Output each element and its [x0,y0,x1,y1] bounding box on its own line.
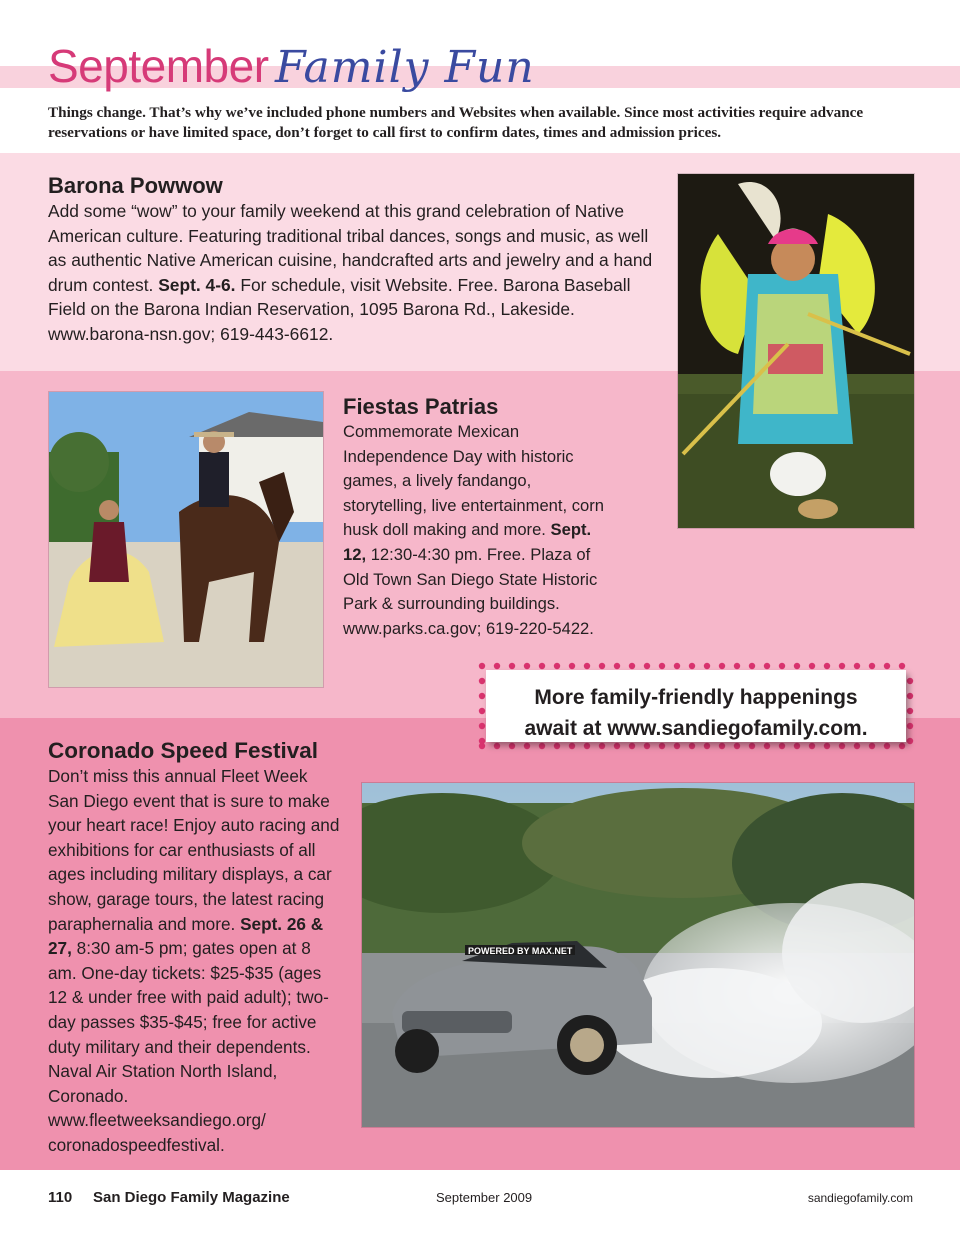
event-body-text: Don’t miss this annual Fleet Week San Diego event that is sure to make your heart race! Enjoy auto racing and exhibitions for car enthusiasts of all ages including military displays, a car show, garage tours, the latest racing paraphernalia and more. [48,766,340,934]
event-date: Sept. 4-6. [158,274,236,295]
website-callout [478,662,914,750]
event-body [48,764,340,1158]
footer-website[interactable]: sandiegofamily.com [807,1191,913,1205]
event-title: Barona Powwow [48,173,223,198]
event-date: Sept. 26 & 27, [48,913,324,959]
event-date: Sept. 12, [343,520,592,564]
event-title: Coronado Speed Festival [48,738,319,763]
callout-line-1: More family-friendly happenings [534,686,858,709]
drifting-car-photo [361,782,915,1128]
event-coronado [48,738,340,1158]
event-body-text: Add some “wow” to your family weekend at this grand celebration of Native American culture. Featuring traditional tribal dances, songs and music, as well as authentic Native American cuisine, handcrafted arts and jewelry and a hand drum contest. [48,201,653,295]
footer-page-number: 110 [48,1189,73,1206]
event-title: Fiestas Patrias [343,394,499,419]
powwow-dancer-photo [677,173,915,529]
event-body [48,199,658,347]
event-body-text: 8:30 am-5 pm; gates open at 8 am. One-day tickets: $25-$35 (ages 12 & under free with paid adult); two-day passes $35-$45; free for active duty military and their dependents. Naval Air Station North Island, Coronado. www.fleetweeksandiego.org/ coronadospeedfestival. [48,938,329,1155]
callout-line-2[interactable]: await at www.sandiegofamily.com. [524,717,868,740]
fiestas-horse-photo [48,391,324,688]
event-body-text: Commemorate Mexican Independence Day with historic games, a lively fandango, storytelling, live entertainment, corn husk doll making and more. [343,422,605,540]
callout-text [486,682,906,744]
event-body-text: 12:30-4:30 pm. Free. Plaza of Old Town San Diego State Historic Park & surrounding buildings. www.parks.ca.gov; 619-220-5422. [343,544,598,638]
event-fiestas [343,394,613,641]
callout-panel [486,670,906,742]
intro-text: Things change. That’s why we’ve included phone numbers and Websites when available. Since most activities require advance reservations or have limited space, don’t forget to call first to confirm dates, times and admission prices. [48,104,864,141]
footer-date: September 2009 [436,1190,533,1205]
page-title-script: Family Fun [275,42,535,93]
page-title-main: September [48,40,269,92]
event-barona [48,173,658,347]
event-body-text: For schedule, visit Website. Free. Barona Baseball Field on the Barona Indian Reservation, 1095 Barona Rd., Lakeside. www.barona-nsn.gov; 619-443-6612. [48,274,631,344]
event-body [343,420,613,641]
car-windshield-banner: POWERED BY MAX.NET [468,946,573,956]
footer-magazine-name: San Diego Family Magazine [93,1189,290,1206]
